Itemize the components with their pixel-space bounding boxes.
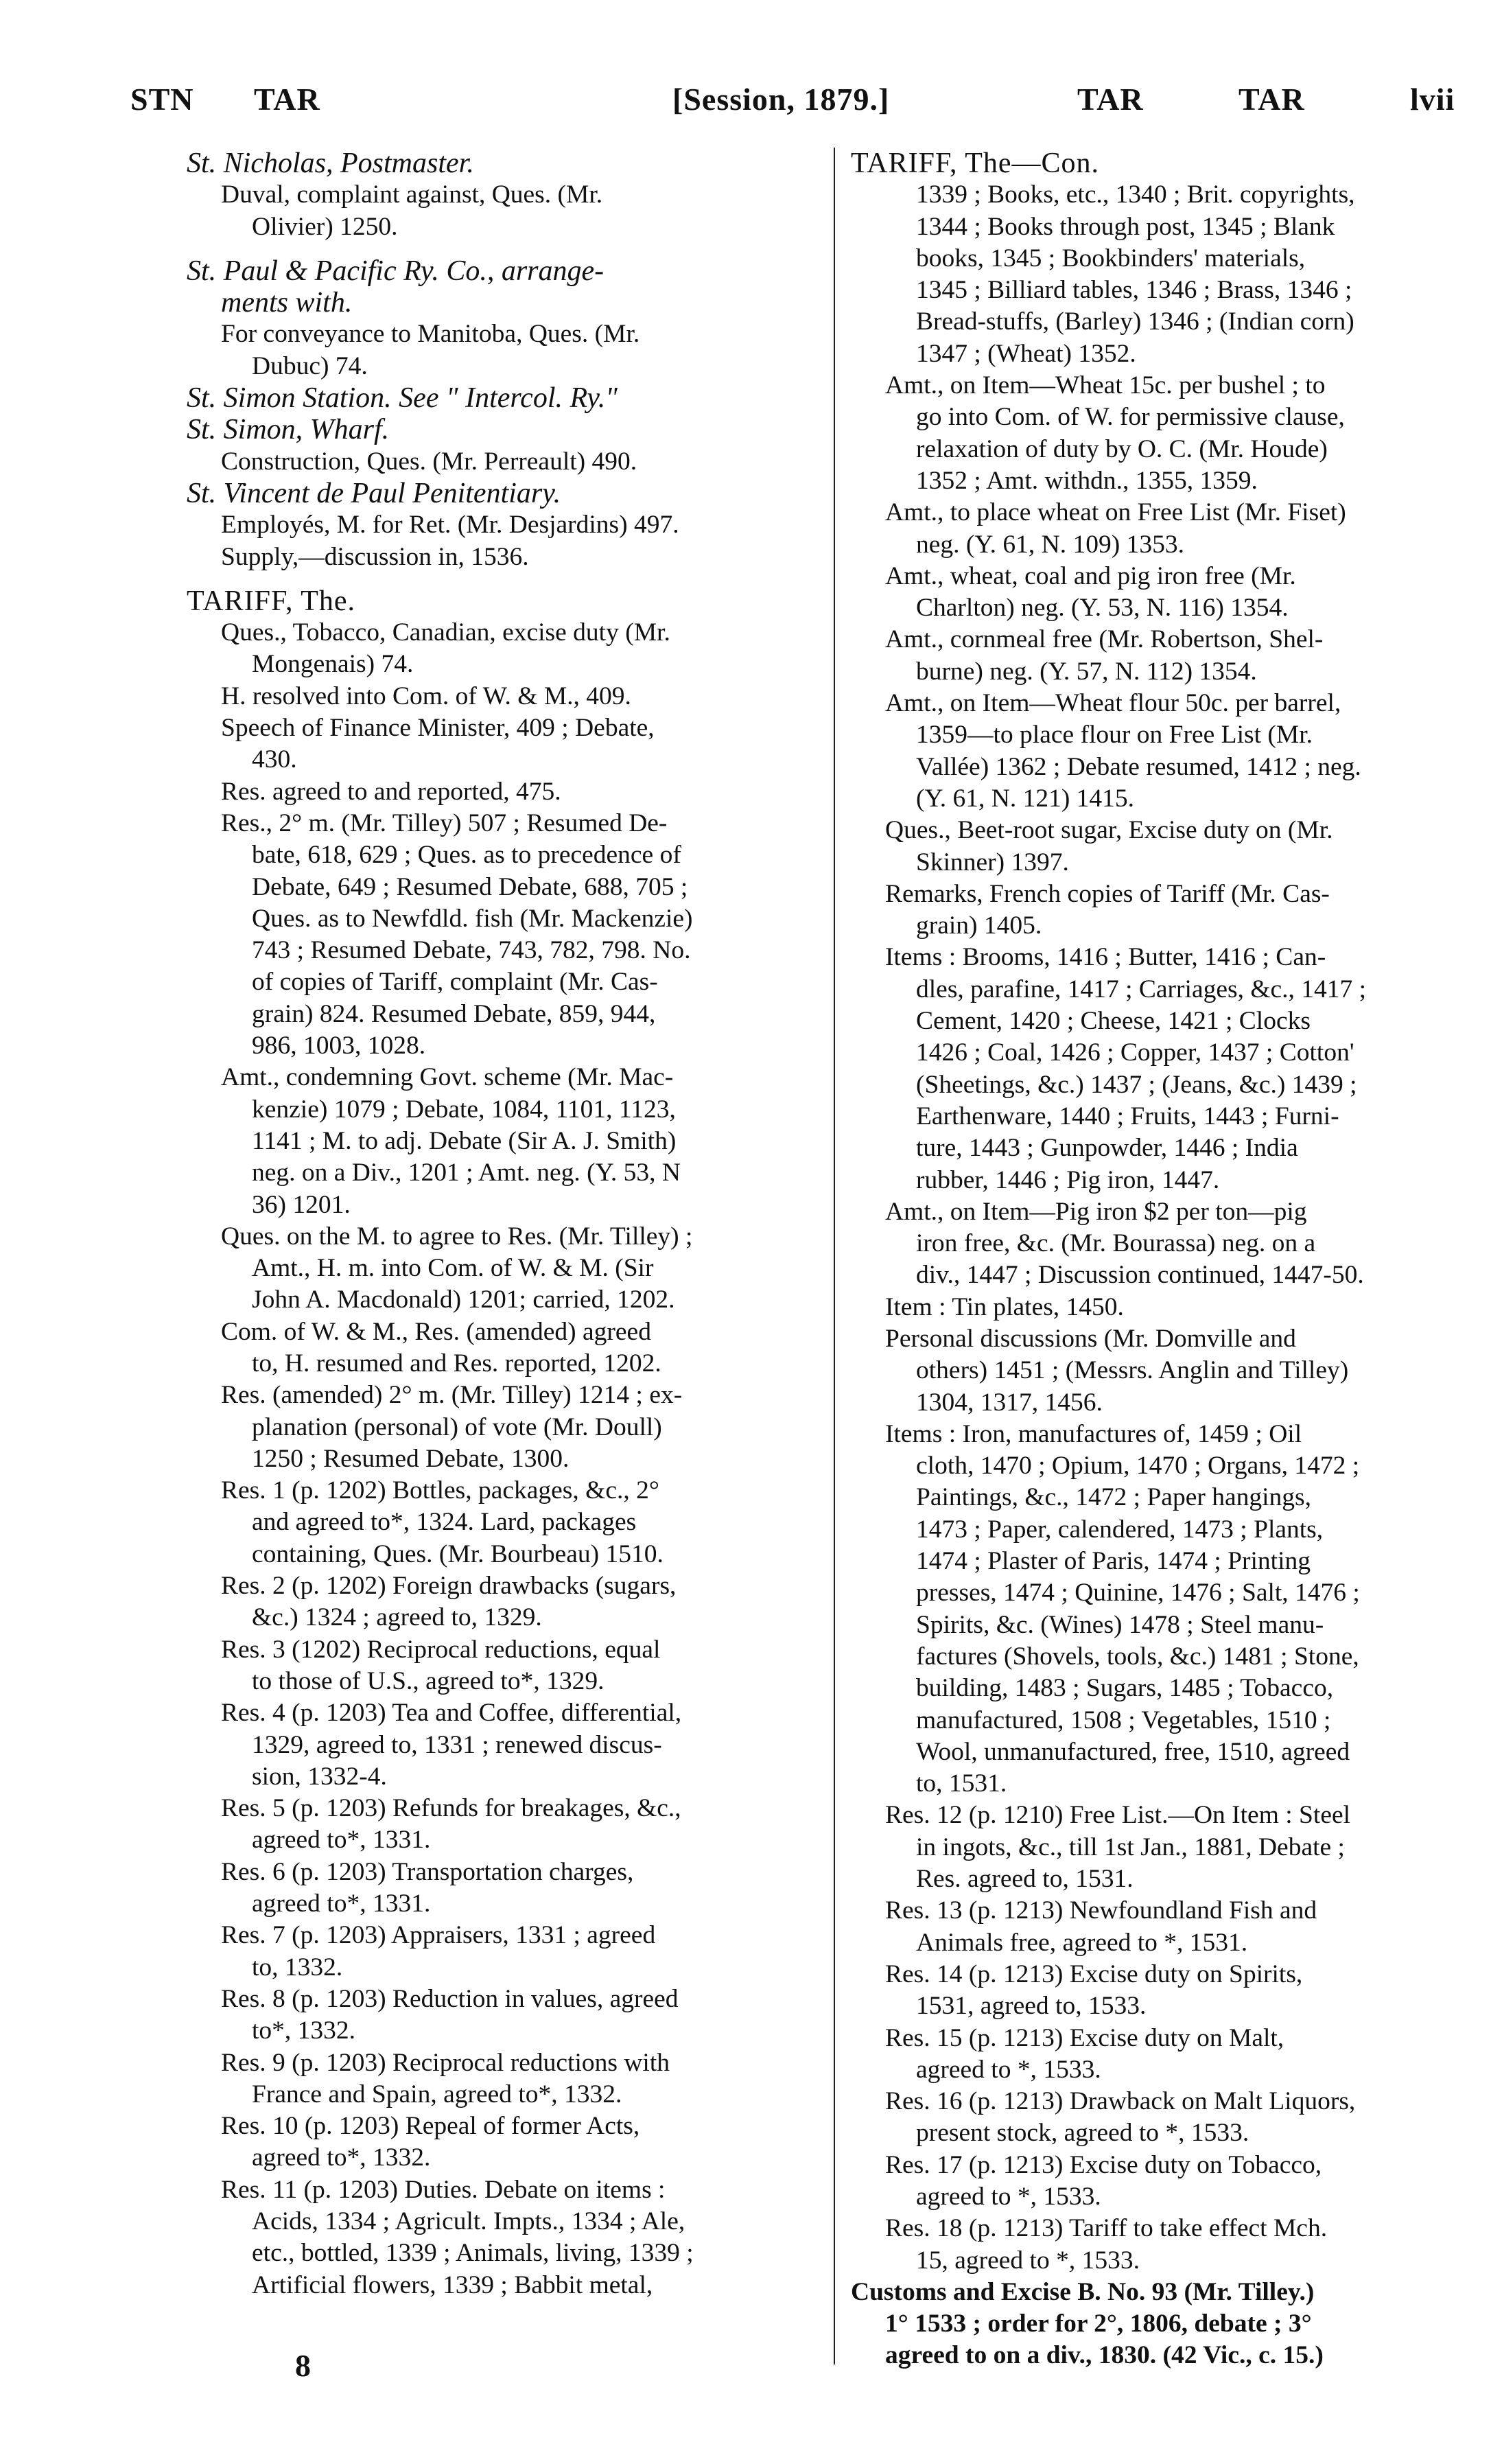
right-entry-line: Animals free, agreed to *, 1531. bbox=[916, 1928, 1248, 1957]
left-entry-line: Debate, 649 ; Resumed Debate, 688, 705 ; bbox=[252, 872, 688, 901]
right-entry-line: burne) neg. (Y. 57, N. 112) 1354. bbox=[916, 657, 1257, 686]
left-entry-line: planation (personal) of vote (Mr. Doull) bbox=[252, 1413, 662, 1441]
right-entry-line: Skinner) 1397. bbox=[916, 848, 1069, 876]
right-entry-line: 1304, 1317, 1456. bbox=[916, 1388, 1103, 1417]
left-entry-line: St. Simon, Wharf. bbox=[187, 414, 390, 446]
header-right-a: TAR bbox=[1077, 82, 1144, 117]
right-entry-line: present stock, agreed to *, 1533. bbox=[916, 2119, 1249, 2148]
left-entry-line: sion, 1332-4. bbox=[252, 1762, 387, 1791]
left-entry-line: Ques. as to Newfdld. fish (Mr. Mackenzie) bbox=[252, 904, 693, 933]
left-entry-line: Acids, 1334 ; Agricult. Impts., 1334 ; Ale, bbox=[252, 2207, 685, 2235]
right-entry-line: Res. 12 (p. 1210) Free List.—On Item : Steel bbox=[885, 1801, 1351, 1830]
header-left-a: STN bbox=[130, 82, 194, 117]
left-entry-line: Res. 2 (p. 1202) Foreign drawbacks (sugars, bbox=[221, 1572, 677, 1601]
left-entry-line: of copies of Tariff, complaint (Mr. Cas- bbox=[252, 968, 658, 997]
right-entry-line: 1339 ; Books, etc., 1340 ; Brit. copyrights, bbox=[916, 181, 1355, 209]
left-entry-line: neg. on a Div., 1201 ; Amt. neg. (Y. 53, N bbox=[252, 1159, 681, 1187]
left-entry-line: St. Nicholas, Postmaster. bbox=[187, 148, 474, 179]
left-entry-line: 430. bbox=[252, 745, 297, 774]
left-entry-line: Res. 6 (p. 1203) Transportation charges, bbox=[221, 1857, 634, 1886]
left-entry-line: Olivier) 1250. bbox=[252, 212, 398, 241]
right-entry-line: Vallée) 1362 ; Debate resumed, 1412 ; neg. bbox=[916, 752, 1361, 781]
left-entry-line: &c.) 1324 ; agreed to, 1329. bbox=[252, 1603, 542, 1632]
right-entry-line: Wool, unmanufactured, free, 1510, agreed bbox=[916, 1737, 1350, 1766]
right-entry-line: 1347 ; (Wheat) 1352. bbox=[916, 339, 1136, 368]
left-entry-line: Res. 5 (p. 1203) Refunds for breakages, &c., bbox=[221, 1794, 681, 1823]
right-entry-line: manufactured, 1508 ; Vegetables, 1510 ; bbox=[916, 1706, 1331, 1734]
left-entry-line: Construction, Ques. (Mr. Perreault) 490. bbox=[221, 447, 637, 476]
right-entry-line: Spirits, &c. (Wines) 1478 ; Steel manu- bbox=[916, 1610, 1324, 1639]
left-entry-line: France and Spain, agreed to*, 1332. bbox=[252, 2080, 622, 2108]
right-entry-line: factures (Shovels, tools, &c.) 1481 ; Stone, bbox=[916, 1642, 1359, 1671]
right-entry-line: agreed to on a div., 1830. (42 Vic., c. 15.) bbox=[885, 2341, 1324, 2370]
right-entry-line: div., 1447 ; Discussion continued, 1447-50. bbox=[916, 1261, 1364, 1290]
right-entry-line: Amt., on Item—Wheat flour 50c. per barrel, bbox=[885, 689, 1341, 718]
right-entry-line: rubber, 1446 ; Pig iron, 1447. bbox=[916, 1165, 1220, 1194]
left-entry-line: Speech of Finance Minister, 409 ; Debate, bbox=[221, 714, 655, 743]
left-entry-line: 743 ; Resumed Debate, 743, 782, 798. No. bbox=[252, 936, 691, 965]
right-entry-line: Charlton) neg. (Y. 53, N. 116) 1354. bbox=[916, 594, 1289, 623]
right-entry-line: Amt., cornmeal free (Mr. Robertson, Shel- bbox=[885, 625, 1324, 654]
right-entry-line: 15, agreed to *, 1533. bbox=[916, 2246, 1140, 2275]
header-session: [Session, 1879.] bbox=[672, 82, 890, 117]
right-entry-line: 1345 ; Billiard tables, 1346 ; Brass, 1346 ; bbox=[916, 276, 1352, 305]
left-entry-line: 986, 1003, 1028. bbox=[252, 1032, 426, 1060]
right-entry-line: 1352 ; Amt. withdn., 1355, 1359. bbox=[916, 466, 1258, 495]
left-entry-spacer bbox=[187, 573, 811, 585]
right-entry-line: dles, parafine, 1417 ; Carriages, &c., 1417 ; bbox=[916, 975, 1367, 1003]
left-entry-line: Res. 4 (p. 1203) Tea and Coffee, differential, bbox=[221, 1699, 682, 1728]
left-entry-line: Res., 2° m. (Mr. Tilley) 507 ; Resumed De- bbox=[221, 809, 668, 837]
right-entry-line: Res. 13 (p. 1213) Newfoundland Fish and bbox=[885, 1896, 1317, 1925]
left-entry-line: grain) 824. Resumed Debate, 859, 944, bbox=[252, 999, 656, 1028]
right-entry-line: Res. 14 (p. 1213) Excise duty on Spirits, bbox=[885, 1960, 1303, 1988]
left-entry-line: Amt., H. m. into Com. of W. & M. (Sir bbox=[252, 1254, 654, 1283]
left-entry-line: ments with. bbox=[221, 287, 353, 319]
left-entry-line: 1141 ; M. to adj. Debate (Sir A. J. Smith) bbox=[252, 1126, 677, 1155]
right-column bbox=[851, 148, 1465, 2372]
left-entry-line: 1329, agreed to, 1331 ; renewed discus- bbox=[252, 1730, 662, 1759]
left-entry-line: Res. 10 (p. 1203) Repeal of former Acts, bbox=[221, 2112, 640, 2141]
left-entry-line: Res. (amended) 2° m. (Mr. Tilley) 1214 ; ex- bbox=[221, 1381, 683, 1410]
right-entry-line: agreed to *, 1533. bbox=[916, 2183, 1101, 2211]
left-entry-line: etc., bottled, 1339 ; Animals, living, 1339 ; bbox=[252, 2239, 694, 2268]
right-entry-line: Remarks, French copies of Tariff (Mr. Cas- bbox=[885, 879, 1330, 908]
left-entry-line: TARIFF, The. bbox=[187, 585, 356, 617]
left-entry-line: Res. 9 (p. 1203) Reciprocal reductions with bbox=[221, 2048, 670, 2077]
right-entry-line: Res. 15 (p. 1213) Excise duty on Malt, bbox=[885, 2023, 1284, 2052]
right-entry-line: Amt., on Item—Wheat 15c. per bushel ; to bbox=[885, 371, 1326, 400]
right-entry-line: Items : Iron, manufactures of, 1459 ; Oil bbox=[885, 1419, 1302, 1448]
left-entry-line: 36) 1201. bbox=[252, 1190, 351, 1219]
right-entry-line: (Sheetings, &c.) 1437 ; (Jeans, &c.) 1439 ; bbox=[916, 1070, 1357, 1099]
right-entry-line: 1426 ; Coal, 1426 ; Copper, 1437 ; Cotton' bbox=[916, 1038, 1354, 1067]
right-entry-line: Amt., wheat, coal and pig iron free (Mr. bbox=[885, 561, 1296, 590]
left-entry-line: Ques., Tobacco, Canadian, excise duty (Mr. bbox=[221, 618, 670, 647]
right-entry-line: relaxation of duty by O. C. (Mr. Houde) bbox=[916, 434, 1328, 463]
right-entry-line: Customs and Excise B. No. 93 (Mr. Tilley.) bbox=[851, 2277, 1315, 2306]
left-entry-line: containing, Ques. (Mr. Bourbeau) 1510. bbox=[252, 1539, 664, 1568]
right-entry-line: 1344 ; Books through post, 1345 ; Blank bbox=[916, 212, 1335, 241]
right-entry-line: 1474 ; Plaster of Paris, 1474 ; Printing bbox=[916, 1547, 1311, 1576]
left-entry-line: Res. 3 (1202) Reciprocal reductions, equal bbox=[221, 1635, 661, 1664]
left-entry-line: 1250 ; Resumed Debate, 1300. bbox=[252, 1444, 570, 1473]
right-entry-line: Res. 17 (p. 1213) Excise duty on Tobacco, bbox=[885, 2150, 1322, 2179]
right-entry-line: Item : Tin plates, 1450. bbox=[885, 1292, 1124, 1321]
left-entry-line: Supply,—discussion in, 1536. bbox=[221, 542, 529, 571]
right-entry-line: ture, 1443 ; Gunpowder, 1446 ; India bbox=[916, 1134, 1298, 1163]
header-left-b: TAR bbox=[254, 82, 320, 117]
right-entry-line: Paintings, &c., 1472 ; Paper hangings, bbox=[916, 1483, 1311, 1512]
left-entry-line: to*, 1332. bbox=[252, 2016, 356, 2045]
right-entry-line: cloth, 1470 ; Opium, 1470 ; Organs, 1472 ; bbox=[916, 1452, 1360, 1480]
left-entry-line: Res. 7 (p. 1203) Appraisers, 1331 ; agreed bbox=[221, 1921, 656, 1950]
left-entry-line: agreed to*, 1331. bbox=[252, 1890, 431, 1918]
left-entry-line: Dubuc) 74. bbox=[252, 351, 368, 380]
left-entry-line: St. Simon Station. See " Intercol. Ry." bbox=[187, 382, 618, 415]
left-entry-line: Res. 8 (p. 1203) Reduction in values, agreed bbox=[221, 1984, 679, 2013]
left-entry-line: agreed to*, 1332. bbox=[252, 2143, 431, 2172]
right-entry-line: building, 1483 ; Sugars, 1485 ; Tobacco, bbox=[916, 1674, 1334, 1703]
left-entry-line: For conveyance to Manitoba, Ques. (Mr. bbox=[221, 320, 640, 349]
right-entry-line: others) 1451 ; (Messrs. Anglin and Tilley) bbox=[916, 1356, 1349, 1385]
right-entry-line: Items : Brooms, 1416 ; Butter, 1416 ; Can- bbox=[885, 943, 1326, 972]
left-column bbox=[187, 148, 811, 2301]
right-entry-line: iron free, &c. (Mr. Bourassa) neg. on a bbox=[916, 1229, 1316, 1258]
right-entry-line: presses, 1474 ; Quinine, 1476 ; Salt, 1476 ; bbox=[916, 1579, 1360, 1607]
right-entry-line: Res. 16 (p. 1213) Drawback on Malt Liquors, bbox=[885, 2087, 1356, 2116]
left-entry-line: Com. of W. & M., Res. (amended) agreed bbox=[221, 1317, 651, 1346]
running-header bbox=[103, 81, 1455, 129]
left-entry-line: to those of U.S., agreed to*, 1329. bbox=[252, 1666, 604, 1695]
left-entry-line: H. resolved into Com. of W. & M., 409. bbox=[221, 682, 631, 710]
left-entry-line: Mongenais) 74. bbox=[252, 650, 414, 679]
column-divider bbox=[834, 148, 835, 2364]
left-entry-line: to, 1332. bbox=[252, 1953, 343, 1981]
right-entry-line: to, 1531. bbox=[916, 1769, 1007, 1798]
right-entry-line: books, 1345 ; Bookbinders' materials, bbox=[916, 244, 1306, 272]
right-entry-line: grain) 1405. bbox=[916, 911, 1042, 940]
right-entry-line: Personal discussions (Mr. Domville and bbox=[885, 1324, 1296, 1353]
right-entry-line: 1° 1533 ; order for 2°, 1806, debate ; 3° bbox=[885, 2310, 1312, 2338]
right-entry-line: Amt., on Item—Pig iron $2 per ton—pig bbox=[885, 1197, 1307, 1226]
left-entry-line: agreed to*, 1331. bbox=[252, 1826, 431, 1855]
signature-number: 8 bbox=[295, 2348, 311, 2383]
left-entry-line: Res. 11 (p. 1203) Duties. Debate on items : bbox=[221, 2175, 666, 2204]
left-entry-line: Artificial flowers, 1339 ; Babbit metal, bbox=[252, 2270, 653, 2299]
right-entry-line: in ingots, &c., till 1st Jan., 1881, Debate ; bbox=[916, 1833, 1345, 1861]
right-entry-line: Res. agreed to, 1531. bbox=[916, 1865, 1134, 1894]
left-entry-line: John A. Macdonald) 1201; carried, 1202. bbox=[252, 1286, 675, 1314]
right-entry-line: Ques., Beet-root sugar, Excise duty on (Mr. bbox=[885, 816, 1333, 845]
right-entry-line: agreed to *, 1533. bbox=[916, 2055, 1101, 2084]
left-entry-spacer bbox=[187, 243, 811, 255]
header-page-number: lvii bbox=[1410, 82, 1455, 117]
right-entry-line: go into Com. of W. for permissive clause, bbox=[916, 403, 1345, 432]
right-entry-line: TARIFF, The—Con. bbox=[851, 148, 1100, 179]
left-entry-line: to, H. resumed and Res. reported, 1202. bbox=[252, 1349, 661, 1378]
left-entry-line: Employés, M. for Ret. (Mr. Desjardins) 497. bbox=[221, 511, 679, 539]
left-entry-line: Res. 1 (p. 1202) Bottles, packages, &c., 2° bbox=[221, 1476, 659, 1505]
left-entry-line: St. Vincent de Paul Penitentiary. bbox=[187, 477, 561, 509]
right-entry-line: Res. 18 (p. 1213) Tariff to take effect Mch. bbox=[885, 2214, 1328, 2243]
left-entry-line: Duval, complaint against, Ques. (Mr. bbox=[221, 181, 603, 209]
right-entry-line: (Y. 61, N. 121) 1415. bbox=[916, 784, 1135, 813]
left-entry-line: St. Paul & Pacific Ry. Co., arrange- bbox=[187, 255, 604, 287]
left-entry-line: and agreed to*, 1324. Lard, packages bbox=[252, 1508, 637, 1537]
left-entry-line: bate, 618, 629 ; Ques. as to precedence of bbox=[252, 841, 681, 870]
header-right-b: TAR bbox=[1238, 82, 1305, 117]
left-entry-line: kenzie) 1079 ; Debate, 1084, 1101, 1123, bbox=[252, 1095, 676, 1124]
right-entry-line: Amt., to place wheat on Free List (Mr. Fiset) bbox=[885, 498, 1346, 527]
right-entry-line: 1531, agreed to, 1533. bbox=[916, 1992, 1147, 2021]
left-entry-line: Res. agreed to and reported, 475. bbox=[221, 777, 561, 806]
right-entry-line: Earthenware, 1440 ; Fruits, 1443 ; Furni- bbox=[916, 1102, 1339, 1130]
left-entry-line: Ques. on the M. to agree to Res. (Mr. Tilley) ; bbox=[221, 1222, 693, 1251]
right-entry-line: 1359—to place flour on Free List (Mr. bbox=[916, 721, 1313, 749]
right-entry-line: 1473 ; Paper, calendered, 1473 ; Plants, bbox=[916, 1515, 1324, 1544]
left-entry-line: Amt., condemning Govt. scheme (Mr. Mac- bbox=[221, 1063, 674, 1092]
right-entry-line: Bread-stuffs, (Barley) 1346 ; (Indian corn) bbox=[916, 307, 1354, 336]
right-entry-line: Cement, 1420 ; Cheese, 1421 ; Clocks bbox=[916, 1007, 1311, 1036]
right-entry-line: neg. (Y. 61, N. 109) 1353. bbox=[916, 530, 1184, 559]
